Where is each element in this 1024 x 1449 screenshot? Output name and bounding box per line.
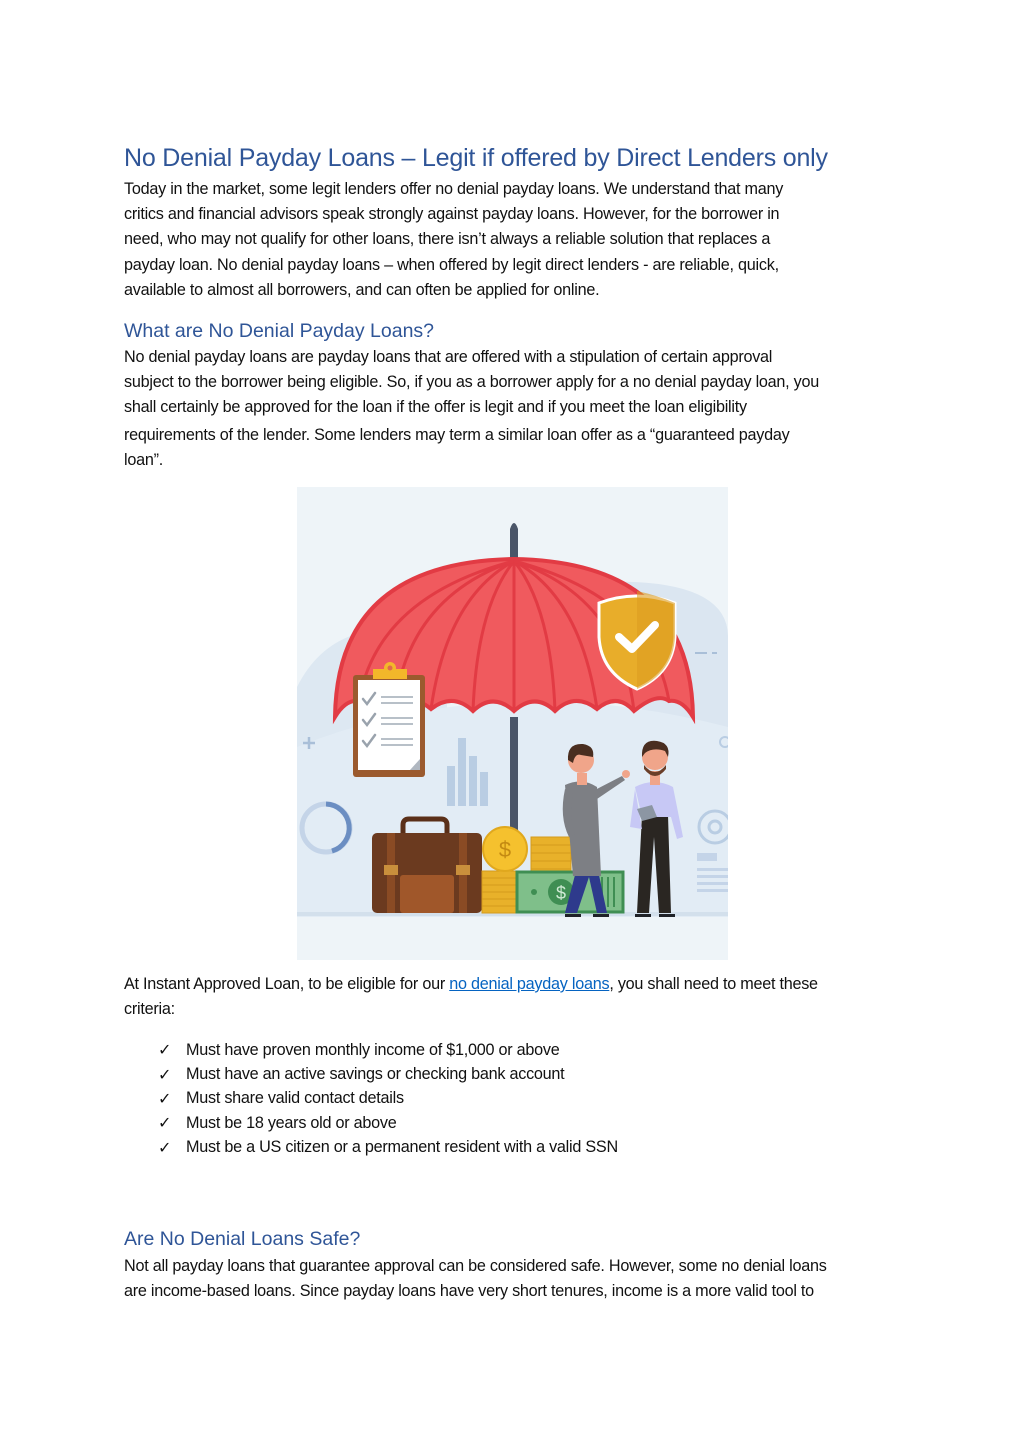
eligibility-prefix: At Instant Approved Loan, to be eligible for our	[124, 975, 450, 993]
criteria-text: Must be a US citizen or a permanent resident with a valid SSN	[186, 1138, 618, 1157]
eligibility-paragraph	[124, 972, 904, 1022]
what-are-paragraph	[124, 345, 904, 473]
page-title: No Denial Payday Loans – Legit if offered by Direct Lenders only	[124, 144, 828, 172]
no-denial-payday-loans-link[interactable]: no denial payday loans	[449, 975, 610, 993]
section-heading-are-safe: Are No Denial Loans Safe?	[124, 1228, 361, 1250]
checkmark-icon: ✓	[158, 1042, 172, 1060]
criteria-text: Must share valid contact details	[186, 1089, 404, 1108]
criteria-item	[158, 1111, 618, 1135]
criteria-text: Must have proven monthly income of $1,000 or above	[186, 1040, 560, 1059]
clipboard-checklist-icon	[353, 662, 425, 777]
paragraph-line: loan”.	[124, 450, 163, 469]
dollar-coin-icon	[483, 827, 527, 871]
intro-line: Today in the market, some legit lenders offer no denial payday loans. We understand that many	[124, 180, 784, 198]
paragraph-line: Not all payday loans that guarantee approval can be considered safe. However, some no denial loans	[124, 1257, 827, 1275]
paragraph-line: subject to the borrower being eligible. So, if you as a borrower apply for a no denial payday loan, you	[124, 373, 820, 392]
criteria-text: Must have an active savings or checking bank account	[186, 1065, 565, 1084]
briefcase-icon	[372, 819, 482, 913]
safety-paragraph	[124, 1254, 904, 1304]
intro-line: payday loan. No denial payday loans – when offered by legit direct lenders - are reliable, quick,	[124, 255, 779, 274]
paragraph-line: No denial payday loans are payday loans that are offered with a stipulation of certain approval	[124, 348, 773, 366]
criteria-item	[158, 1136, 618, 1160]
umbrella-tip	[510, 523, 518, 562]
paragraph-line: criteria:	[124, 1000, 175, 1019]
intro-line: available to almost all borrowers, and can often be applied for online.	[124, 280, 600, 299]
intro-line: need, who may not qualify for other loans, there isn’t always a reliable solution that replaces a	[124, 230, 771, 249]
criteria-list	[158, 1038, 618, 1160]
criteria-item	[158, 1087, 618, 1111]
criteria-item	[158, 1062, 618, 1086]
bill-symbol: $	[555, 883, 567, 903]
criteria-text: Must be 18 years old or above	[186, 1113, 397, 1132]
intro-paragraph	[124, 177, 904, 303]
checkmark-icon: ✓	[158, 1139, 172, 1157]
paragraph-line	[124, 972, 904, 997]
paragraph-line: requirements of the lender. Some lenders may term a similar loan offer as a “guaranteed payday	[124, 425, 790, 444]
eligibility-suffix: , you shall need to meet these	[609, 975, 818, 993]
checkmark-icon: ✓	[158, 1115, 172, 1133]
criteria-item	[158, 1038, 618, 1062]
checkmark-icon: ✓	[158, 1090, 172, 1108]
coin-symbol: $	[498, 837, 512, 862]
section-heading-what-are: What are No Denial Payday Loans?	[124, 320, 435, 342]
paragraph-line: are income-based loans. Since payday loans have very short tenures, income is a more valid tool to	[124, 1282, 814, 1301]
intro-line: critics and financial advisors speak strongly against payday loans. However, for the borrower in	[124, 205, 780, 224]
checkmark-icon: ✓	[158, 1066, 172, 1084]
umbrella-illustration	[297, 487, 728, 960]
paragraph-line: shall certainly be approved for the loan if the offer is legit and if you meet the loan eligibility	[124, 398, 747, 417]
